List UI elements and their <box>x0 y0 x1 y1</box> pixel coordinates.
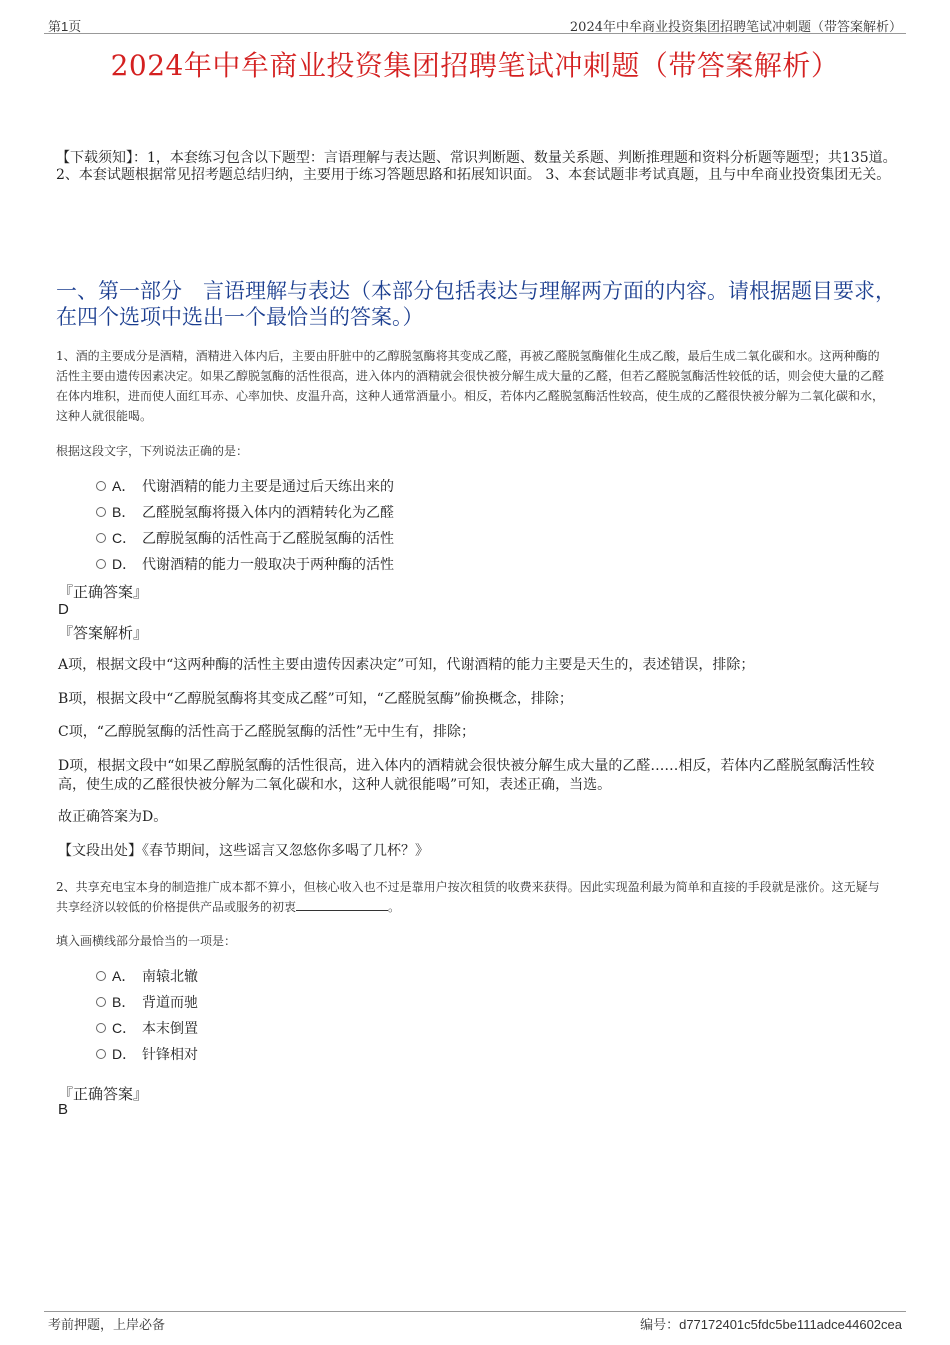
section-heading: 一、第一部分 言语理解与表达（本部分包括表达与理解两方面的内容。请根据题目要求，在四个选项中选出一个最恰当的答案。） <box>56 279 896 329</box>
question-2-answer: B <box>58 1101 69 1118</box>
download-notice: 【下载须知】：1，本套练习包含以下题型：言语理解与表达题、常识判断题、数量关系题、判断推理题和资料分析题等题型；共135道。 2、本套试题根据常见招考题总结归纳，主要用于练习答题思路和拓展知识面。 3、本套试题非考试真题，且与中牟商业投资集团无关。 <box>56 150 897 183</box>
document-code: 编号：d77172401c5fdc5be111adce44602cea <box>640 1317 902 1333</box>
question-2-option-a[interactable]: A． 南辕北辙 <box>96 963 198 989</box>
page-number: 第1页 <box>48 19 82 34</box>
question-1-answer-label: 『正确答案』 <box>58 583 149 601</box>
footer-divider <box>44 1311 906 1312</box>
radio-icon[interactable] <box>96 507 106 517</box>
document-title: 2024年中牟商业投资集团招聘笔试冲刺题（带答案解析） <box>110 49 840 82</box>
radio-icon[interactable] <box>96 481 106 491</box>
question-1-option-c[interactable]: C． 乙醇脱氢酶的活性高于乙醛脱氢酶的活性 <box>96 525 394 551</box>
question-1-analysis-label: 『答案解析』 <box>58 624 149 642</box>
analysis-line-d: D项，根据文段中“如果乙醇脱氢酶的活性很高，进入体内的酒精就会很快被分解生成大量的乙醛……相反，若体内乙醛脱氢酶活性较高，使生成的乙醛很快被分解为二氧化碳和水，这种人就很能喝”可知，表述正确，当选。 <box>58 758 875 793</box>
analysis-source: 【文段出处】《春节期间，这些谣言又忽悠你多喝了几杯？》 <box>58 843 429 859</box>
question-2-option-d[interactable]: D． 针锋相对 <box>96 1041 198 1067</box>
question-1-text: 1、酒的主要成分是酒精，酒精进入体内后，主要由肝脏中的乙醇脱氢酶将其变成乙醛，再被乙醛脱氢酶催化生成乙酸，最后生成二氧化碳和水。这两种酶的活性主要由遗传因素决定。如果乙醇脱氢酶的活性很高，进入体内的酒精就会很快被分解生成大量的乙醛，但若乙醛脱氢酶活性较低的话，则会使大量的乙醛在体内堆积，进而使人面红耳赤、心率加快、皮温升高，这种人通常酒量小。相反，若体内乙醛脱氢酶活性较高，使生成的乙醛很快被分解为二氧化碳和水，这种人就很能喝。 <box>56 349 885 423</box>
question-2-option-b[interactable]: B． 背道而驰 <box>96 989 198 1015</box>
radio-icon[interactable] <box>96 1023 106 1033</box>
radio-icon[interactable] <box>96 997 106 1007</box>
analysis-conclusion: 故正确答案为D。 <box>58 809 168 825</box>
analysis-line-a: A项，根据文段中“这两种酶的活性主要由遗传因素决定”可知，代谢酒精的能力主要是天生的，表述错误，排除； <box>58 657 755 673</box>
radio-icon[interactable] <box>96 559 106 569</box>
question-1-options <box>96 473 394 577</box>
question-1-option-b[interactable]: B． 乙醛脱氢酶将摄入体内的酒精转化为乙醛 <box>96 499 394 525</box>
header-divider <box>44 33 906 34</box>
question-2-answer-label: 『正确答案』 <box>58 1085 149 1103</box>
question-2-options <box>96 963 198 1067</box>
question-1-prompt: 根据这段文字，下列说法正确的是： <box>56 444 249 458</box>
question-2-option-c[interactable]: C． 本末倒置 <box>96 1015 198 1041</box>
question-1-option-a[interactable]: A． 代谢酒精的能力主要是通过后天练出来的 <box>96 473 394 499</box>
radio-icon[interactable] <box>96 971 106 981</box>
question-2-prompt: 填入画横线部分最恰当的一项是： <box>56 934 237 948</box>
question-1-answer: D <box>58 601 69 618</box>
radio-icon[interactable] <box>96 533 106 543</box>
fill-in-blank[interactable] <box>296 898 388 911</box>
analysis-line-b: B项，根据文段中“乙醇脱氢酶将其变成乙醛”可知，“乙醛脱氢酶”偷换概念，排除； <box>58 691 573 707</box>
question-2-text: 2、共享充电宝本身的制造推广成本都不算小，但核心收入也不过是靠用户按次租赁的收费来获得。因此实现盈利最为简单和直接的手段就是涨价。这无疑与共享经济以较低的价格提供产品或服务的初衷 。 <box>56 880 880 914</box>
question-1-option-d[interactable]: D． 代谢酒精的能力一般取决于两种酶的活性 <box>96 551 394 577</box>
running-title: 2024年中牟商业投资集团招聘笔试冲刺题（带答案解析） <box>569 20 902 35</box>
analysis-line-c: C项，“乙醇脱氢酶的活性高于乙醛脱氢酶的活性”无中生有，排除； <box>58 724 476 740</box>
radio-icon[interactable] <box>96 1049 106 1059</box>
footer-slogan: 考前押题，上岸必备 <box>48 1318 166 1333</box>
